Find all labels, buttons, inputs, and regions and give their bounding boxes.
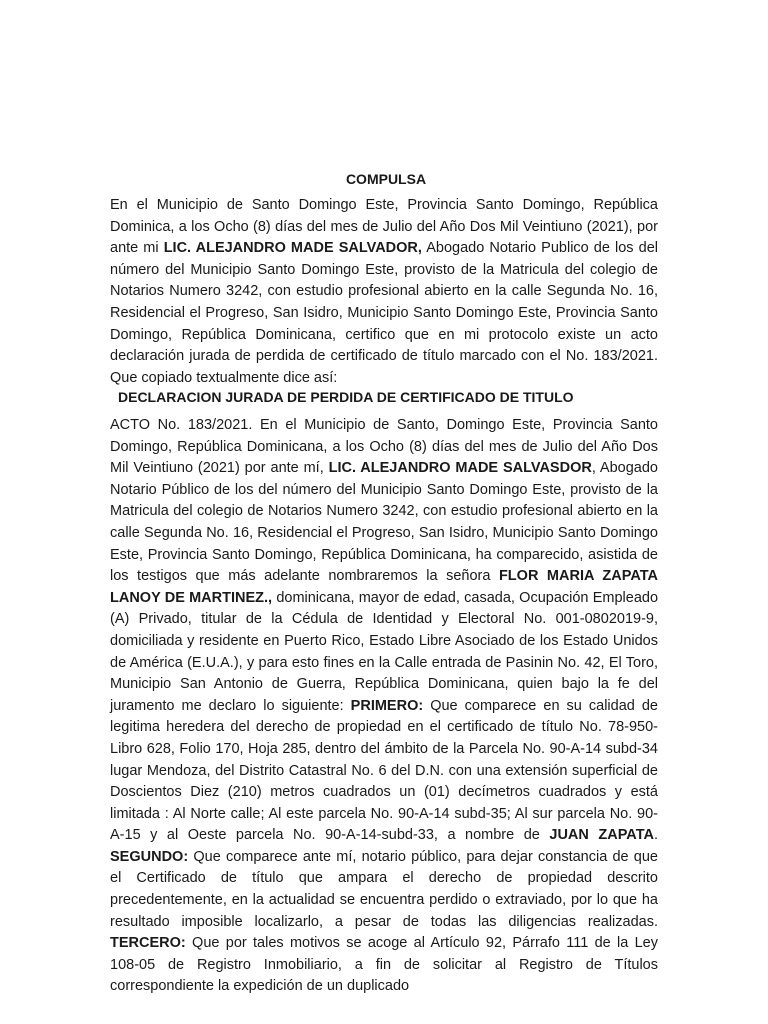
intro-text-2: Abogado Notario Publico de los del número del Municipio Santo Domingo Este, provisto de la Matricula del colegio de Notarios Numero 3242, con estudio profesional abierto en la calle Segunda No. 16, Residencial el Progreso, San Isidro, Municipio Santo Domingo Este, Provincia Santo Domingo, República Dominicana, certifico que en mi protocolo existe un acto declaración jurada de perdida de certificado de título marcado con el No. 183/2021. Que copiado textualmente dice así: (110, 240, 658, 386)
tercero-label: TERCERO: (110, 935, 186, 952)
document-title: COMPULSA (345, 171, 427, 187)
section-heading: DECLARACION JURADA DE PERDIDA DE CERTIFICADO DE TITULO (118, 389, 574, 405)
act-text-1: ACTO No. 183/2021. En el Municipio de Santo, Domingo Este, Provincia Santo Domingo, República Dominicana, a los Ocho (8) días del mes de Julio del Año Dos Mil Veintiuno (2021) por ante mí, (110, 417, 658, 477)
act-text-2: , Abogado Notario Público de los del número del Municipio Santo Domingo Este, provisto de la Matricula del colegio de Notarios Numero 3242, con estudio profesional abierto en la calle Segunda No. 16, Residencial el Progreso, San Isidro, Municipio Santo Domingo Este, Provincia Santo Domingo, República Dominicana, ha comparecido, asistida de los testigos que más adelante nombraremos la señora (110, 460, 658, 585)
act-text-6: Que comparece ante mí, notario público, para dejar constancia de que el Certificado de título que ampara el derecho de propiedad descrito precedentemente, en la actualidad se encuentra perdido o extraviado, por lo que ha resultado imposible localizarlo, a pesar de todas las diligencias realizadas. (110, 848, 658, 930)
act-text-7: Que por tales motivos se acoge al Artículo 92, Párrafo 111 de la Ley 108-05 de Registro Inmobiliario, a fin de solicitar al Registro de Títulos correspondiente la expedición de un duplicado (110, 935, 658, 995)
act-text-5: . (653, 827, 658, 844)
intro-text-1: En el Municipio de Santo Domingo Este, Provincia Santo Domingo, República Dominica, a los Ocho (8) días del mes de Julio del Año Dos Mil Veintiuno (2021), por ante mi (110, 197, 658, 257)
declarant-name: FLOR MARIA ZAPATA LANOY DE MARTINEZ., (110, 568, 659, 606)
owner-name: JUAN ZAPATA (549, 827, 654, 844)
act-text-4: Que comparece en su calidad de legitima heredera del derecho de propiedad en el certificado de título No. 78-950- Libro 628, Folio 170, Hoja 285, dentro del ámbito de la Parcela No. 90-A-14 subd-34 lugar Mendoza, del Distrito Catastral No. 6 del D.N. con una extensión superficial de Doscientos Diez (210) metros cuadrados un (01) decímetros cuadrados y está limitada : Al Norte calle; Al este parcela No. 90-A-14 subd-35; Al sur parcela No. 90-A-15 y al Oeste parcela No. 90-A-14-subd-33, a nombre de (110, 697, 658, 844)
notary-name: LIC. ALEJANDRO MADE SALVADOR, (163, 240, 422, 257)
primero-label: PRIMERO: (350, 697, 424, 714)
act-notary-name: LIC. ALEJANDRO MADE SALVASDOR (328, 460, 592, 477)
act-text-3: dominicana, mayor de edad, casada, Ocupación Empleado (A) Privado, titular de la Cédula de Identidad y Electoral No. 001-0802019-9, domiciliada y residente en Puerto Rico, Estado Libre Asociado de los Estado Unidos de América (E.U.A.), y para esto fines en la Calle entrada de Pasinin No. 42, El Toro, Municipio San Antonio de Guerra, República Dominicana, quien bajo la fe del juramento me declaro lo siguiente: (110, 589, 659, 714)
intro-paragraph (110, 195, 658, 389)
segundo-label: SEGUNDO: (110, 848, 189, 865)
act-paragraph (110, 415, 658, 998)
